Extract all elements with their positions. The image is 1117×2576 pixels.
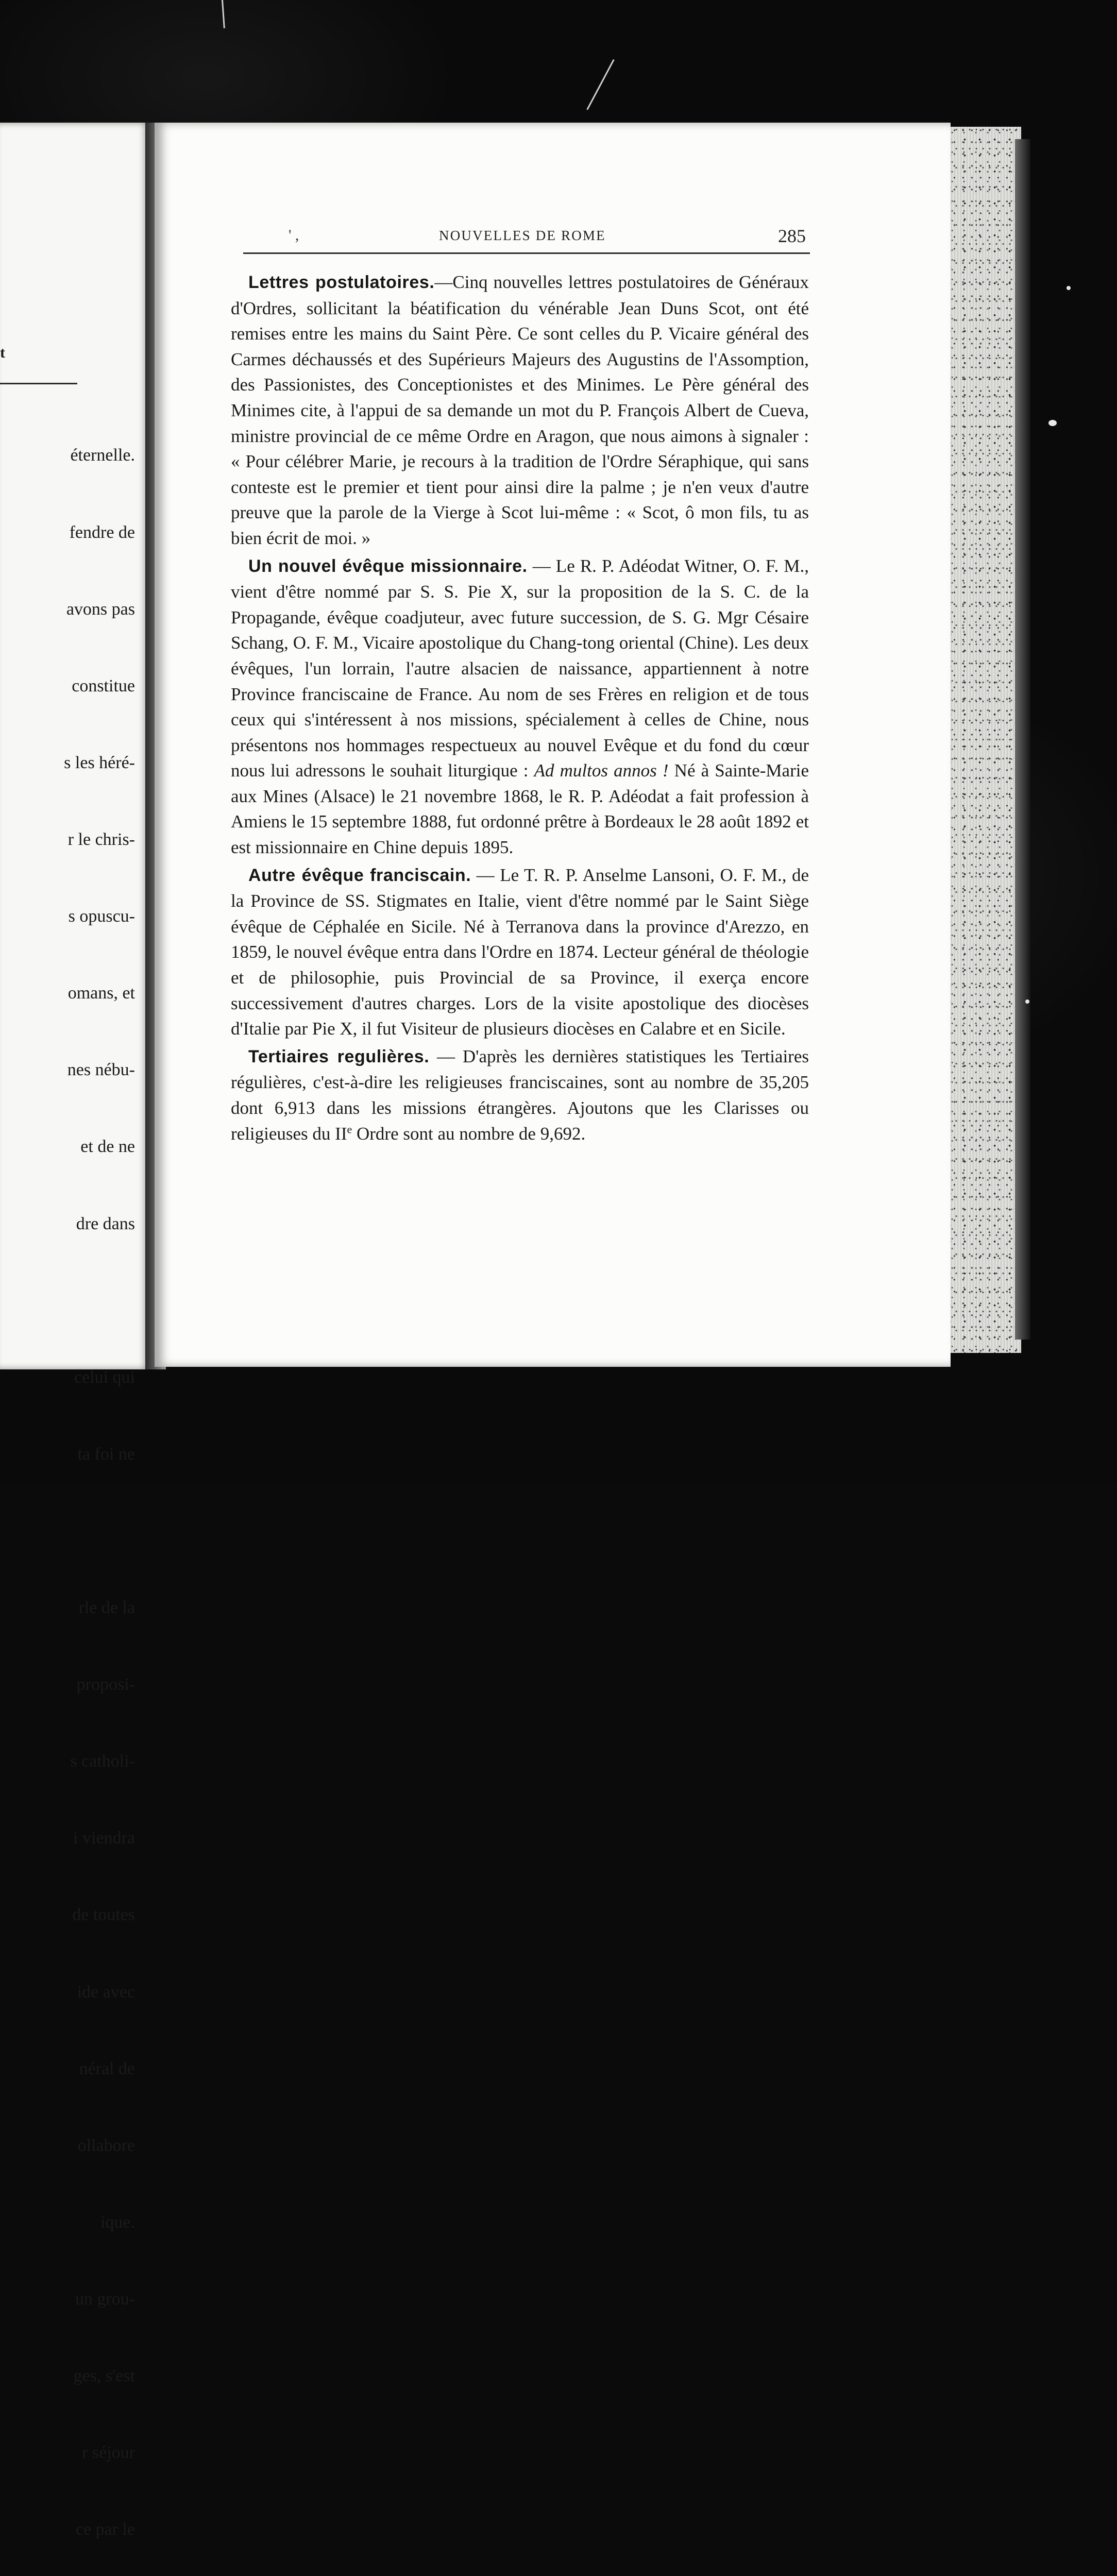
- article-text: — Le T. R. P. Anselme Lansoni, O. F. M., de la Province de SS. Stigmates en Italie, vient d'être nommé par le Saint Siège évêque de Céphalée en Sicile. Né à Terranova dans la province d'Arezzo, en 1859, le nouvel évêque entra dans l'Ordre en 1874. Lecteur général de théologie et de philosophie, puis Provincial de sa Province, il exerça encore successivement d'autres charges. Lors de la visite apostolique des diocèses d'Italie par Pie X, il fut Visiteur de plusieurs diocèses en Calabre et en Sicile.: [231, 865, 809, 1039]
- left-line: nes nébu-: [67, 1060, 135, 1080]
- article-heading: Lettres postulatoires.: [248, 273, 435, 292]
- article-heading: Tertiaires regulières.: [248, 1046, 430, 1066]
- header-rule: [243, 252, 810, 254]
- dust-speck: [1067, 286, 1071, 290]
- article-text: —Cinq nouvelles lettres postulatoires de Généraux d'Ordres, sollicitant la béatification du vénérable Jean Duns Scot, ont été remises entre les mains du Saint Père. Ce sont celles du P. Vicaire général des Carmes déchaussés et des Supérieurs Majeurs des Augustins de l'Assomption, des Passionistes, des Conceptionistes et des Minimes. Le Père général des Minimes cite, à l'appui de sa demande un mot du P. François Albert de Cueva, ministre provincial de ce même Ordre en Aragon, que nous aimons à signaler : « Pour célébrer Marie, je recours à la tradition de l'Ordre Séraphique, qui sans conteste est le premier et tient pour ainsi dire la palme ; je n'en veux d'autre preuve que la parole de la Vierge à Scot lui-même : « Scot, ô mon fils, tu as bien écrit de moi. »: [231, 272, 809, 548]
- left-line: dre dans: [76, 1214, 135, 1233]
- article-lettres-postulatoires: [231, 269, 809, 551]
- left-page-corner-mark: t: [0, 344, 5, 361]
- left-line: ique.: [100, 2212, 135, 2232]
- left-line: s opuscu-: [68, 907, 135, 926]
- left-line: omans, et: [67, 984, 135, 1003]
- left-line: constitue: [72, 676, 135, 696]
- left-line: r le chris-: [67, 829, 135, 849]
- article-tertiaires: [231, 1044, 809, 1146]
- page-block-edge: [944, 127, 1021, 1353]
- left-line: éternelle.: [70, 446, 135, 465]
- article-heading: Un nouvel évêque missionnaire.: [248, 556, 528, 576]
- running-head: NOUVELLES DE ROME: [439, 228, 606, 243]
- left-line: proposi-: [76, 1675, 135, 1694]
- left-line: [64, 1518, 135, 1544]
- superscript: e: [347, 1122, 352, 1136]
- page-body: [231, 269, 809, 1146]
- previous-page: [0, 123, 150, 2539]
- book-cover-edge: [1015, 139, 1030, 1340]
- left-line: avons pas: [66, 599, 135, 619]
- left-line: rle de la: [78, 1598, 135, 1618]
- article-text: Ordre sont au nombre de 9,692.: [352, 1123, 586, 1144]
- article-nouvel-eveque: [231, 553, 809, 860]
- left-line: s catholi-: [70, 1752, 135, 1771]
- left-line: de toutes: [72, 1905, 135, 1925]
- article-text: — Le R. P. Adéodat Witner, O. F. M., vient d'être nommé par S. S. Pie X, sur la proposition de la S. C. de la Propagande, évêque coadjuteur, avec future succession, de S. G. Mgr Césaire Schang, O. F. M., Vicaire apostolique du Chang-tong oriental (Chine). Les deux évêques, l'un lorrain, l'autre alsacien de naissance, appartiennent à notre Province franciscaine de France. Au nom de ses Frères en religion et de tous ceux qui s'intéressent à nos missions, spécialement à celles de Chine, nous présentons nos hommages respectueux au nouvel Evêque et du fond du cœur nous lui adressons le souhait liturgique :: [231, 555, 809, 781]
- article-heading: Autre évêque franciscain.: [248, 865, 471, 885]
- left-line: r séjour: [82, 2443, 135, 2463]
- left-line: ollabore: [77, 2136, 135, 2155]
- dust-speck: [1025, 999, 1029, 1004]
- page-number: 285: [778, 226, 806, 246]
- article-text: — D'après les dernières statistiques les Tertiaires régulières, c'est-à-dire les religieuses franciscaines, sont au nombre de 35,205 dont 6,913 dans les missions étrangères. Ajoutons que les Clarisses ou religieuses du II: [231, 1046, 809, 1144]
- left-line: ges, s'est: [73, 2366, 135, 2386]
- left-line: i viendra: [73, 1828, 135, 1848]
- left-line: [64, 1288, 135, 1314]
- left-line: fendre de: [69, 522, 135, 542]
- left-line: ce par le: [75, 2520, 135, 2539]
- left-line: et de ne: [80, 1137, 135, 1157]
- left-line: ide avec: [77, 1982, 135, 2002]
- left-line: un grou-: [75, 2290, 135, 2309]
- dust-speck: [1048, 420, 1057, 426]
- article-text: Né à Sainte-Marie aux Mines (Alsace) le 21 novembre 1868, le R. P. Adéodat a fait profession à Amiens le 15 septembre 1888, fut ordonné prêtre à Bordeaux le 28 août 1892 et est missionnaire en Chine depuis 1895.: [231, 760, 809, 858]
- left-line: ta foi ne: [77, 1444, 135, 1464]
- stray-ink-mark: ' ,: [289, 227, 299, 244]
- liturgical-wish: Ad multos annos !: [534, 760, 669, 781]
- left-page-text-fragments: [64, 392, 135, 2576]
- left-line: celui qui: [74, 1367, 135, 1387]
- article-autre-eveque: [231, 862, 809, 1042]
- left-line: néral de: [79, 2059, 135, 2078]
- left-line: s les héré-: [64, 753, 135, 772]
- left-page-header-rule: [0, 383, 77, 384]
